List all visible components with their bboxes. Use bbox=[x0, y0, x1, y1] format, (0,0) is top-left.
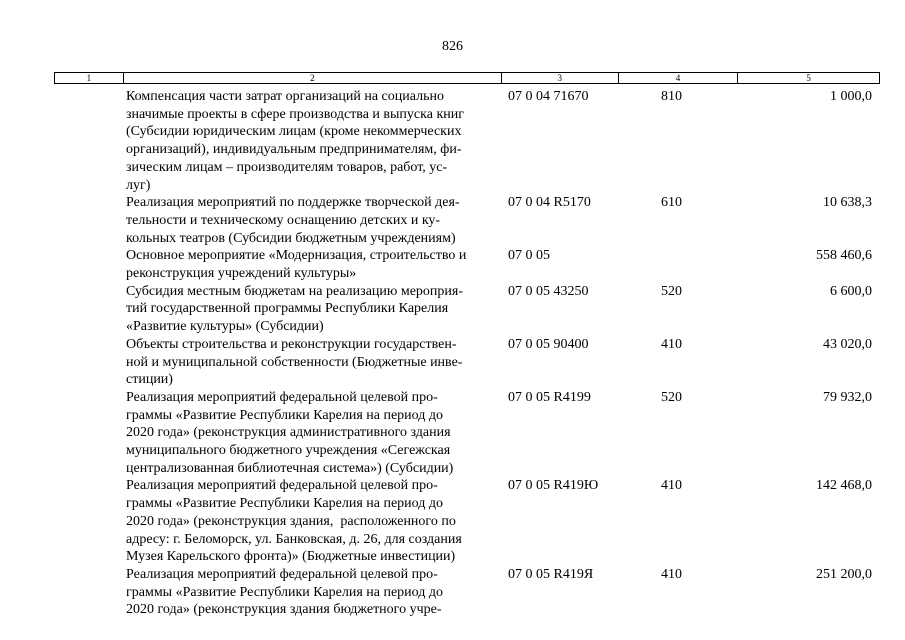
row-expense-type: 410 bbox=[661, 336, 682, 352]
page-number: 826 bbox=[442, 39, 463, 54]
row-description: Объекты строительства и реконструкции государствен- ной и муниципальной собственности (Бюджетные инве- стиции) bbox=[126, 336, 463, 388]
table-body bbox=[54, 88, 880, 619]
row-expense-type: 610 bbox=[661, 195, 682, 211]
row-description: Компенсация части затрат организаций на социально значимые проекты в сфере производства и выпуска книг (Субсидии юридическим лицам (кроме некоммерческих организаций), индивидуальным предпринимателям, фи- зическим лицам – производителям товаров, работ, ус- луг) bbox=[126, 89, 464, 193]
row-description: Субсидия местным бюджетам на реализацию мероприя- тий государственной программы Республики Карелия «Развитие культуры» (Субсидии) bbox=[126, 283, 464, 335]
row-code: 07 0 05 43250 bbox=[508, 283, 589, 299]
row-amount: 558 460,6 bbox=[816, 248, 872, 264]
row-amount: 43 020,0 bbox=[823, 336, 872, 352]
row-amount: 1 000,0 bbox=[830, 89, 872, 104]
row-code: 07 0 04 R5170 bbox=[508, 195, 591, 211]
table-row bbox=[54, 283, 880, 336]
table-row bbox=[54, 336, 880, 389]
row-expense-type: 410 bbox=[661, 478, 682, 494]
row-expense-type: 520 bbox=[661, 283, 682, 299]
row-description: Реализация мероприятий федеральной целевой про- граммы «Развитие Республики Карелия на период до 2020 года» (реконструкция административного здания муниципального бюджетного учреждения «Сегежская централизованная библиотечная система») (Субсидии) bbox=[126, 389, 454, 476]
table-row bbox=[54, 389, 880, 478]
table-row bbox=[54, 477, 880, 566]
row-code: 07 0 05 bbox=[508, 248, 550, 264]
table-row bbox=[54, 566, 880, 619]
row-code: 07 0 05 R419Ю bbox=[508, 478, 599, 494]
row-code: 07 0 04 71670 bbox=[508, 89, 589, 104]
row-description: Основное мероприятие «Модернизация, строительство и реконструкция учреждений культуры» bbox=[126, 248, 467, 282]
table-row bbox=[54, 88, 880, 194]
row-code: 07 0 05 R4199 bbox=[508, 389, 591, 405]
row-amount: 79 932,0 bbox=[823, 389, 872, 405]
row-amount: 6 600,0 bbox=[830, 283, 872, 299]
row-amount: 251 200,0 bbox=[816, 566, 872, 582]
row-expense-type: 410 bbox=[661, 566, 682, 582]
header-col-1: 1 bbox=[55, 73, 124, 83]
row-code: 07 0 05 R419Я bbox=[508, 566, 594, 582]
header-col-2: 2 bbox=[124, 73, 502, 83]
table-row bbox=[54, 194, 880, 247]
row-description: Реализация мероприятий федеральной целевой про- граммы «Развитие Республики Карелия на период до 2020 года» (реконструкция здания, расположенного по адресу: г. Беломорск, ул. Банковская, д. 26, для создания Музея Карельского фронта)» (Бюджетные инвестиции) bbox=[126, 478, 462, 565]
row-description: Реализация мероприятий по поддержке творческой дея- тельности и техническому оснащению детских и ку- кольных театров (Субсидии бюджетным учреждениям) bbox=[126, 195, 460, 246]
row-expense-type bbox=[622, 247, 722, 282]
header-col-4: 4 bbox=[619, 73, 739, 83]
header-col-3: 3 bbox=[502, 73, 619, 83]
table-header bbox=[54, 72, 880, 84]
row-expense-type: 520 bbox=[661, 389, 682, 405]
row-amount: 142 468,0 bbox=[816, 478, 872, 494]
row-code: 07 0 05 90400 bbox=[508, 336, 589, 352]
row-description: Реализация мероприятий федеральной целевой про- граммы «Развитие Республики Карелия на период до 2020 года» (реконструкция здания бюджетного учре- bbox=[126, 566, 444, 618]
row-expense-type: 810 bbox=[661, 89, 682, 104]
table-row bbox=[54, 247, 880, 282]
header-col-5: 5 bbox=[806, 73, 811, 83]
row-amount: 10 638,3 bbox=[823, 195, 872, 211]
